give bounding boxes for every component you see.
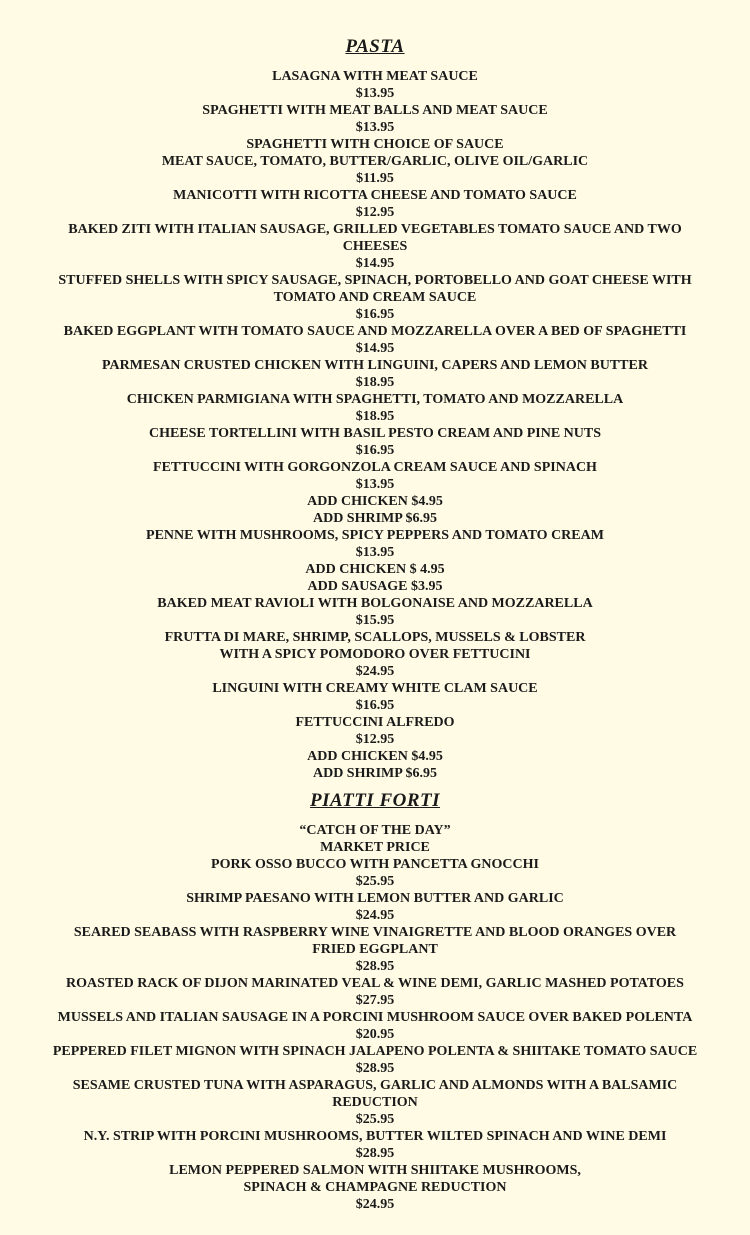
menu-line: $14.95 [355,341,395,356]
menu-line: $16.95 [355,698,395,713]
menu-line: ADD SHRIMP $6.95 [312,766,438,781]
menu-line: STUFFED SHELLS WITH SPICY SAUSAGE, SPINACH, PORTOBELLO AND GOAT CHEESE WITH [58,273,692,288]
menu-line: MARKET PRICE [320,840,430,855]
menu-line: ADD CHICKEN $ 4.95 [305,562,445,577]
menu-line: SESAME CRUSTED TUNA WITH ASPARAGUS, GARLIC AND ALMONDS WITH A BALSAMIC [72,1078,678,1093]
menu-line: $13.95 [355,477,395,492]
menu-line: CHICKEN PARMIGIANA WITH SPAGHETTI, TOMATO AND MOZZARELLA [126,392,624,407]
menu-line: BAKED EGGPLANT WITH TOMATO SAUCE AND MOZZARELLA OVER A BED OF SPAGHETTI [63,324,687,339]
menu-line: FETTUCCINI WITH GORGONZOLA CREAM SAUCE AND SPINACH [153,460,597,475]
menu-line: MEAT SAUCE, TOMATO, BUTTER/GARLIC, OLIVE OIL/GARLIC [161,154,589,169]
menu-line: “CATCH OF THE DAY” [299,823,451,838]
menu-line: ADD SAUSAGE $3.95 [307,579,443,594]
menu-line: BAKED MEAT RAVIOLI WITH BOLGONAISE AND MOZZARELLA [157,596,593,611]
menu-line: MUSSELS AND ITALIAN SAUSAGE IN A PORCINI MUSHROOM SAUCE OVER BAKED POLENTA [57,1010,693,1025]
menu-line: $12.95 [355,205,395,220]
menu-line: $25.95 [355,874,395,889]
menu-line: $15.95 [355,613,395,628]
menu-line: $24.95 [355,1197,395,1212]
menu-line: FRUTTA DI MARE, SHRIMP, SCALLOPS, MUSSELS & LOBSTER [164,630,586,645]
menu-line: $18.95 [355,409,395,424]
menu-line: SPAGHETTI WITH MEAT BALLS AND MEAT SAUCE [202,103,548,118]
menu-line: ROASTED RACK OF DIJON MARINATED VEAL & WINE DEMI, GARLIC MASHED POTATOES [66,976,684,991]
menu-line: $25.95 [355,1112,395,1127]
menu-line: SPAGHETTI WITH CHOICE OF SAUCE [246,137,504,152]
menu-line: ADD CHICKEN $4.95 [307,749,443,764]
menu-line: ADD CHICKEN $4.95 [307,494,443,509]
menu-line: $27.95 [355,993,395,1008]
menu-line: $12.95 [355,732,395,747]
menu-line: PENNE WITH MUSHROOMS, SPICY PEPPERS AND TOMATO CREAM [146,528,604,543]
menu-line: $24.95 [355,908,395,923]
menu-line: REDUCTION [332,1095,418,1110]
pasta-section-title: PASTA [345,36,405,57]
pasta-menu-list [0,68,750,782]
menu-line: $13.95 [355,86,395,101]
menu-line: $13.95 [355,120,395,135]
menu-line: SPINACH & CHAMPAGNE REDUCTION [243,1180,507,1195]
menu-line: LASAGNA WITH MEAT SAUCE [272,69,478,84]
menu-line: $20.95 [355,1027,395,1042]
menu-line: FRIED EGGPLANT [312,942,438,957]
menu-line: $18.95 [355,375,395,390]
menu-line: MANICOTTI WITH RICOTTA CHEESE AND TOMATO SAUCE [173,188,577,203]
piatti-forti-section-title: PIATTI FORTI [309,790,441,811]
menu-line: PARMESAN CRUSTED CHICKEN WITH LINGUINI, CAPERS AND LEMON BUTTER [102,358,648,373]
menu-line: PORK OSSO BUCCO WITH PANCETTA GNOCCHI [211,857,539,872]
menu-line: $24.95 [355,664,395,679]
menu-line: CHEESE TORTELLINI WITH BASIL PESTO CREAM AND PINE NUTS [148,426,602,441]
piatti-forti-menu-list [0,822,750,1213]
menu-line: LEMON PEPPERED SALMON WITH SHIITAKE MUSHROOMS, [169,1163,581,1178]
menu-line: TOMATO AND CREAM SAUCE [273,290,477,305]
menu-line: SHRIMP PAESANO WITH LEMON BUTTER AND GARLIC [186,891,564,906]
menu-line: $13.95 [355,545,395,560]
menu-line: $11.95 [356,171,394,186]
menu-line: $16.95 [355,307,395,322]
menu-line: FETTUCCINI ALFREDO [295,715,455,730]
menu-line: CHEESES [342,239,408,254]
menu-line: $28.95 [355,1146,395,1161]
menu-line: $28.95 [355,1061,395,1076]
menu-line: $14.95 [355,256,395,271]
menu-line: PEPPERED FILET MIGNON WITH SPINACH JALAPENO POLENTA & SHIITAKE TOMATO SAUCE [52,1044,698,1059]
menu-line: LINGUINI WITH CREAMY WHITE CLAM SAUCE [212,681,538,696]
menu-line: N.Y. STRIP WITH PORCINI MUSHROOMS, BUTTER WILTED SPINACH AND WINE DEMI [83,1129,667,1144]
menu-line: $16.95 [355,443,395,458]
menu-line: ADD SHRIMP $6.95 [312,511,438,526]
menu-line: BAKED ZITI WITH ITALIAN SAUSAGE, GRILLED VEGETABLES TOMATO SAUCE AND TWO [68,222,682,237]
menu-line: SEARED SEABASS WITH RASPBERRY WINE VINAIGRETTE AND BLOOD ORANGES OVER [73,925,677,940]
menu-line: $28.95 [355,959,395,974]
menu-line: WITH A SPICY POMODORO OVER FETTUCINI [219,647,531,662]
